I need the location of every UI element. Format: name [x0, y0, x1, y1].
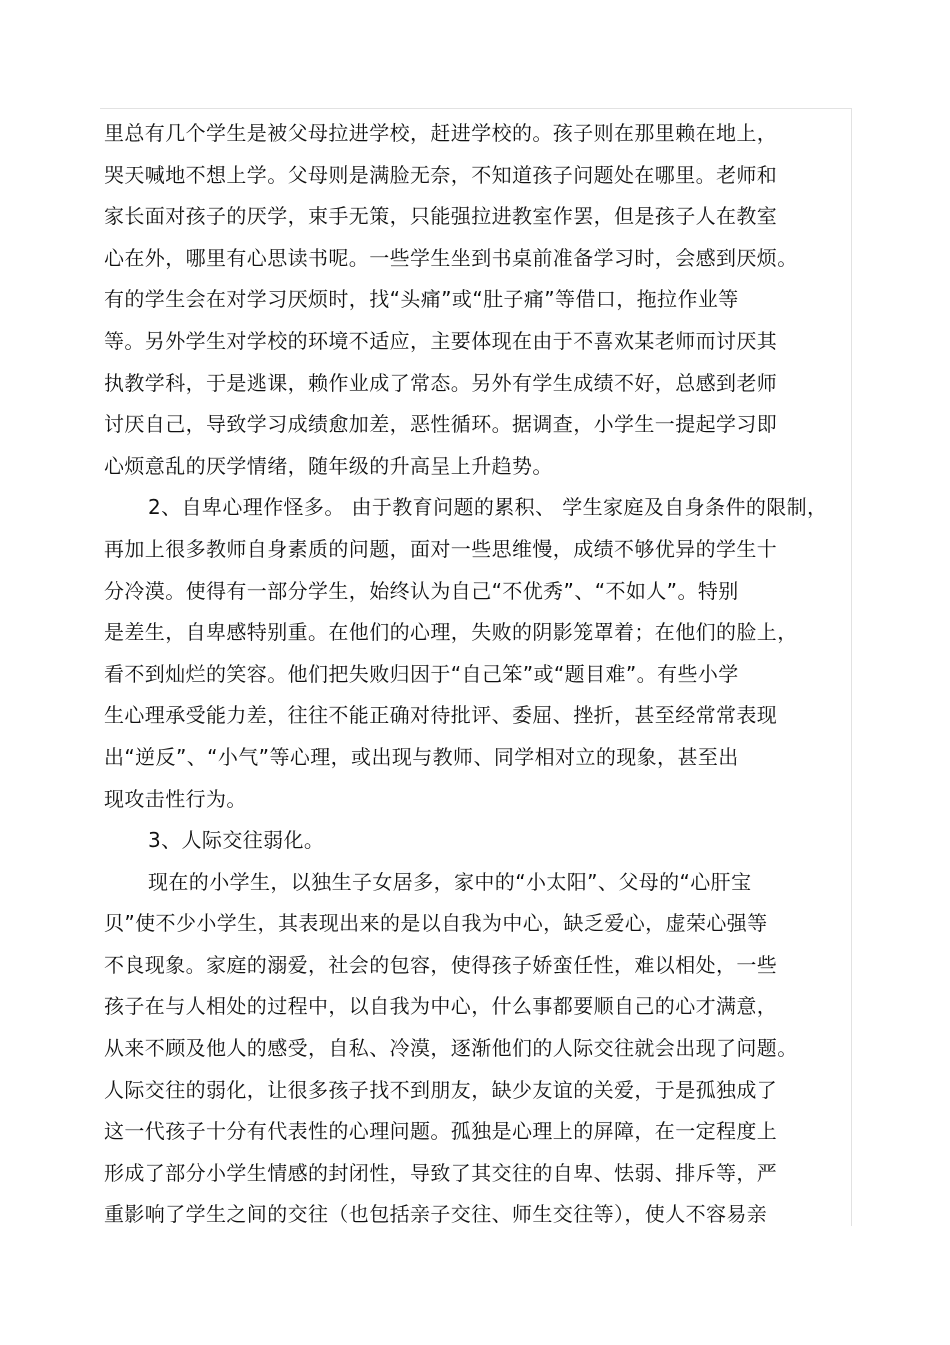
- text-line: 人际交往的弱化，让很多孩子找不到朋友，缺少友谊的关爱，于是孤独成了: [104, 1077, 778, 1102]
- text-line: 重影响了学生之间的交往（也包括亲子交往、师生交往等），使人不容易亲: [104, 1202, 768, 1227]
- text-line: 是差生，自卑感特别重。在他们的心理，失败的阴影笼罩着；在他们的脸上，: [104, 620, 798, 645]
- text-line: 看不到灿烂的笑容。他们把失败归因于“自己笨”或“题目难”。有些小学: [104, 661, 739, 686]
- text-line: 心在外，哪里有心思读书呢。一些学生坐到书桌前准备学习时，会感到厌烦。: [104, 245, 798, 270]
- text-line: 心烦意乱的厌学情绪，随年级的升高呈上升趋势。: [104, 453, 553, 478]
- text-line: 生心理承受能力差，往往不能正确对待批评、委屈、挫折，甚至经常常表现: [104, 703, 778, 728]
- text-line: 家长面对孩子的厌学，束手无策，只能强拉进教室作罢，但是孩子人在教室: [104, 204, 778, 229]
- text-line: 执教学科，于是逃课，赖作业成了常态。另外有学生成绩不好，总感到老师: [104, 370, 778, 395]
- text-line: 讨厌自己，导致学习成绩愈加差，恶性循环。据调查，小学生一提起学习即: [104, 412, 778, 437]
- text-line: 这一代孩子十分有代表性的心理问题。孤独是心理上的屏障，在一定程度上: [104, 1119, 778, 1144]
- document-body: [104, 113, 844, 1236]
- text-line: 里总有几个学生是被父母拉进学校，赶进学校的。孩子则在那里赖在地上，: [104, 121, 778, 145]
- text-line: 孩子在与人相处的过程中，以自我为中心，什么事都要顺自己的心才满意，: [104, 994, 778, 1019]
- text-line: 有的学生会在对学习厌烦时，找“头痛”或“肚子痛”等借口，拖拉作业等: [104, 287, 739, 312]
- text-line: 贝”使不少小学生，其表现出来的是以自我为中心，缺乏爱心，虚荣心强等: [104, 911, 768, 936]
- text-line: 现攻击性行为。: [104, 786, 247, 811]
- text-line: 不良现象。家庭的溺爱，社会的包容，使得孩子娇蛮任性，难以相处，一些: [104, 952, 778, 977]
- text-line: 形成了部分小学生情感的封闭性，导致了其交往的自卑、怯弱、排斥等，严: [104, 1160, 778, 1185]
- text-line: 等。另外学生对学校的环境不适应，主要体现在由于不喜欢某老师而讨厌其: [104, 328, 778, 353]
- text-line: 从来不顾及他人的感受，自私、冷漠，逐渐他们的人际交往就会出现了问题。: [104, 1036, 798, 1061]
- text-line: 哭天喊地不想上学。父母则是满脸无奈，不知道孩子问题处在哪里。老师和: [104, 162, 778, 187]
- text-line: 现在的小学生，以独生子女居多，家中的“小太阳”、父母的“心肝宝: [148, 869, 752, 894]
- text-line: 分冷漠。使得有一部分学生，始终认为自己“不优秀”、“不如人”。特别: [104, 578, 739, 603]
- text-line: 再加上很多教师自身素质的问题，面对一些思维慢，成绩不够优异的学生十: [104, 536, 778, 561]
- text-line: 3、人际交往弱化。: [148, 828, 325, 853]
- text-line: 出“逆反”、“小气”等心理，或出现与教师、同学相对立的现象，甚至出: [104, 744, 739, 769]
- text-line: 2、自卑心理作怪多。 由于教育问题的累积、 学生家庭及自身条件的限制，: [148, 495, 828, 520]
